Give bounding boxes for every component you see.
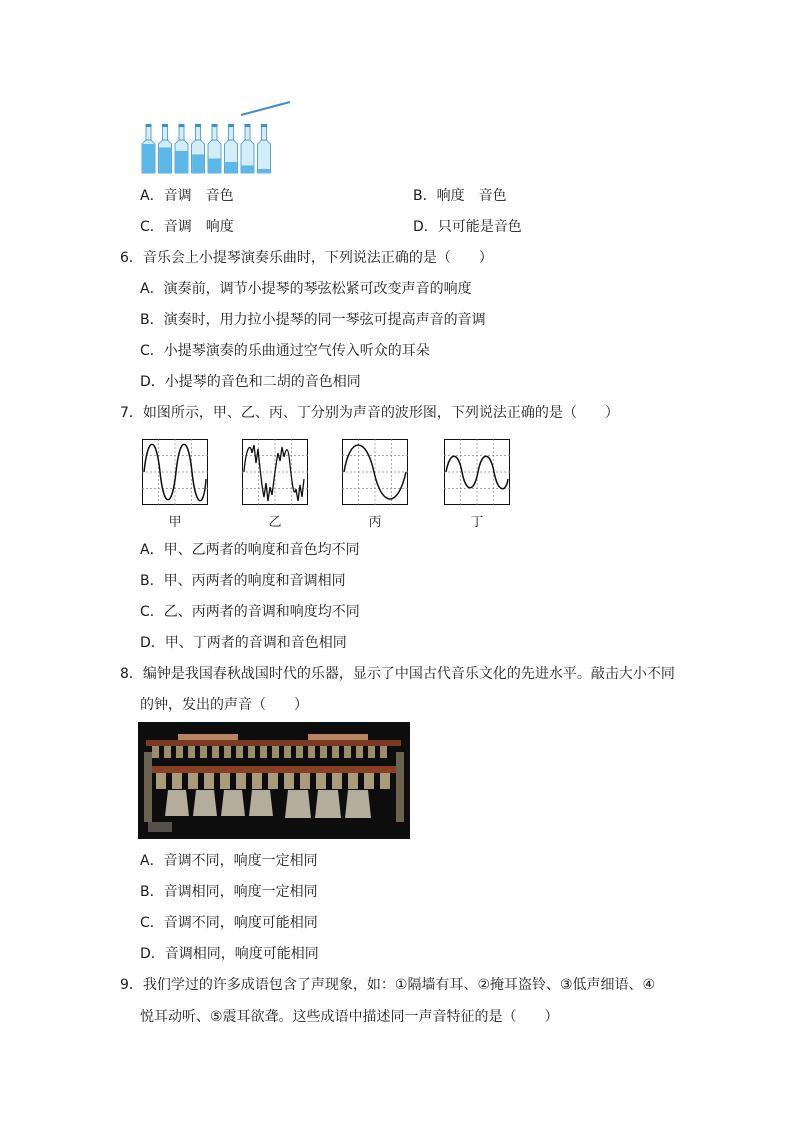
waveform-yi <box>242 439 308 509</box>
waveform-jia-graph <box>142 439 208 505</box>
striking-stick <box>241 102 290 115</box>
bianzhong-photo <box>138 722 410 839</box>
waveform-ding <box>444 439 510 509</box>
q8-option-c[interactable]: C．音调不同，响度可能相同 <box>140 915 318 931</box>
wave-label-yi: 乙 <box>268 515 282 530</box>
q8-stem-line1: 8．编钟是我国春秋战国时代的乐器，显示了中国古代音乐文化的先进水平。敲击大小不同 <box>120 666 675 682</box>
q9-stem-line2: 悦耳动听、⑤震耳欲聋。这些成语中描述同一声音特征的是（ ） <box>140 1009 559 1025</box>
q5-option-b[interactable] <box>413 187 507 205</box>
q7-option-b[interactable]: B．甲、丙两者的响度和音调相同 <box>140 573 346 589</box>
waveform-bing-graph <box>342 439 408 505</box>
bottle-water <box>258 169 270 173</box>
bottle-water <box>209 159 221 174</box>
option-letter: D． <box>413 219 438 235</box>
q7-stem: 7．如图所示，甲、乙、丙、丁分别为声音的波形图，下列说法正确的是（ ） <box>120 405 619 421</box>
bottles-figure <box>138 98 298 178</box>
option-text: 音调 响度 <box>163 219 234 235</box>
bottle <box>142 124 155 173</box>
q5-option-c[interactable] <box>140 218 234 236</box>
bottle <box>208 124 221 173</box>
wave-label-ding: 丁 <box>470 515 484 530</box>
bottle <box>241 124 254 173</box>
wave-label-bing: 丙 <box>368 515 382 530</box>
q6-option-a[interactable]: A．演奏前，调节小提琴的琴弦松紧可改变声音的响度 <box>140 281 472 297</box>
option-text: 音调 音色 <box>163 188 234 204</box>
q7-option-d[interactable]: D．甲、丁两者的音调和音色相同 <box>140 635 347 651</box>
option-letter: C． <box>140 219 164 235</box>
q5-option-d[interactable] <box>413 218 522 236</box>
bottle-water <box>143 144 155 173</box>
bottle-water <box>242 165 254 173</box>
waveform-jia <box>142 439 208 509</box>
q9-stem-line1: 9．我们学过的许多成语包含了声现象，如：①隔墙有耳、②掩耳盗铃、③低声细语、④ <box>120 977 656 993</box>
q8-option-d[interactable]: D．音调相同，响度可能相同 <box>140 946 319 962</box>
bottle <box>175 124 188 173</box>
option-text: 响度 音色 <box>436 188 507 204</box>
option-text: 只可能是音色 <box>437 219 522 235</box>
wave-label-jia: 甲 <box>168 515 182 530</box>
option-letter: A． <box>140 188 164 204</box>
bottle <box>192 124 205 173</box>
q6-stem: 6．音乐会上小提琴演奏乐曲时，下列说法正确的是（ ） <box>120 250 493 266</box>
q8-option-b[interactable]: B．音调相同，响度一定相同 <box>140 884 318 900</box>
q7-option-c[interactable]: C．乙、丙两者的音调和响度均不同 <box>140 604 360 620</box>
bianzhong-illustration <box>138 722 410 839</box>
bottle-water <box>159 147 171 173</box>
bottles-illustration <box>138 98 298 178</box>
waveform-bing <box>342 439 408 509</box>
waveform-ding-graph <box>444 439 510 505</box>
bottle-water <box>176 151 188 173</box>
q6-option-c[interactable]: C．小提琴演奏的乐曲通过空气传入听众的耳朵 <box>140 343 430 359</box>
waveform-yi-graph <box>242 439 308 505</box>
bottle <box>258 124 271 173</box>
bottle-water <box>225 162 237 173</box>
q8-stem-line2: 的钟，发出的声音（ ） <box>140 697 308 713</box>
option-letter: B． <box>413 188 437 204</box>
q6-option-b[interactable]: B．演奏时，用力拉小提琴的同一琴弦可提高声音的音调 <box>140 312 486 328</box>
bottle <box>159 124 172 173</box>
q6-option-d[interactable]: D．小提琴的音色和二胡的音色相同 <box>140 374 361 390</box>
bottle-water <box>192 154 204 173</box>
bottle <box>225 124 238 173</box>
q7-option-a[interactable]: A．甲、乙两者的响度和音色均不同 <box>140 542 360 558</box>
q5-option-a[interactable] <box>140 187 234 205</box>
q8-option-a[interactable]: A．音调不同，响度一定相同 <box>140 853 318 869</box>
